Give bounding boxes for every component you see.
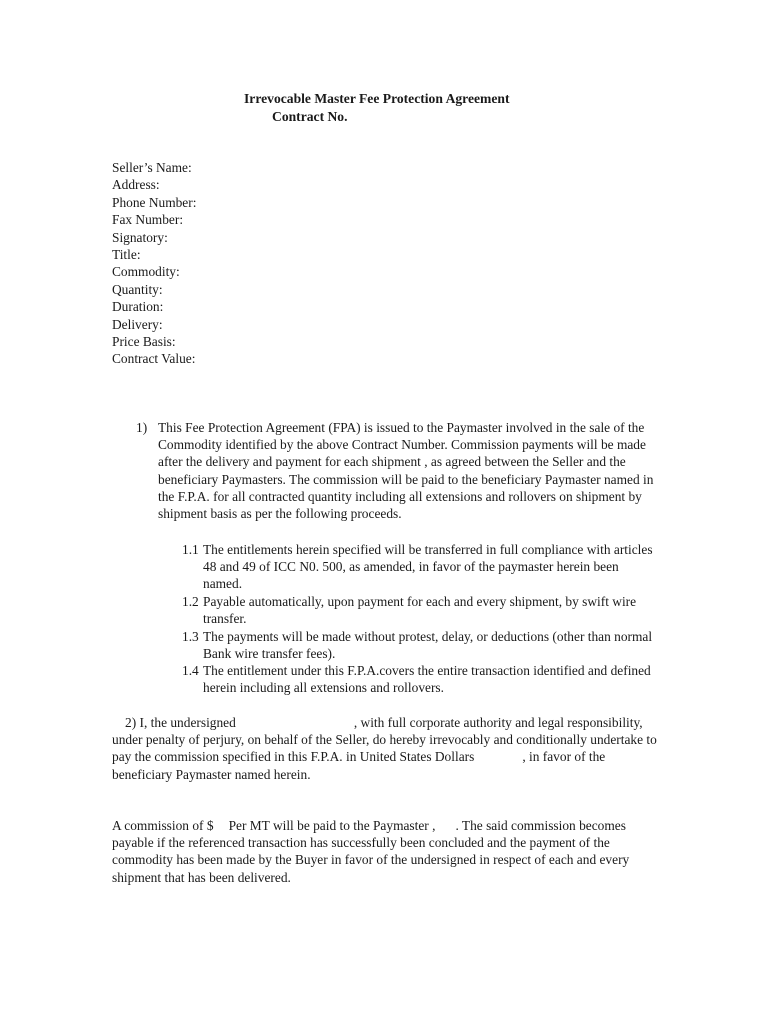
clause-2-part-3: , in favor of the beneficiary Paymaster named herein. [112, 749, 606, 782]
subclause-text: The payments will be made without protest, delay, or deductions (other than normal Bank wire transfer fees). [203, 629, 653, 662]
field-phone-number: Phone Number: [112, 194, 197, 210]
clause-2-part-2: , with full corporate authority and legal responsibility, under penalty of perjury, on behalf of the Seller, do hereby irrevocably and conditionally undertake to pay the commission specified in this F.P.A. in United States Dollars [112, 715, 657, 765]
clause-1-text: This Fee Protection Agreement (FPA) is issued to the Paymaster involved in the sale of the Commodity identified by the above Contract Number. Commission payments will be made after the delivery and payment for each shipment , as agreed between the Seller and the beneficiary Paymasters. The commission will be paid to the beneficiary Paymaster named in the F.P.A. for all contracted quantity including all extensions and rollovers on shipment by shipment basis as per the following proceeds. [158, 420, 654, 522]
subclause-number: 1.3 [182, 629, 199, 644]
seller-fields [112, 159, 196, 368]
commission-paragraph [112, 817, 662, 886]
commission-part-1: A commission of $ [112, 818, 214, 833]
field-signatory: Signatory: [112, 229, 168, 245]
clause-2 [112, 714, 662, 783]
field-contract-value: Contract Value: [112, 351, 196, 367]
document-title: Irrevocable Master Fee Protection Agreement [244, 91, 510, 106]
field-commodity: Commodity: [112, 264, 180, 280]
clause-1-number: 1) [136, 420, 148, 435]
commission-part-2: Per MT will be paid to the Paymaster , [228, 818, 436, 833]
field-duration: Duration: [112, 299, 164, 315]
subclause-text: The entitlement under this F.P.A.covers the entire transaction identified and defined herein including all extensions and rollovers. [203, 663, 651, 696]
contract-number-label: Contract No. [272, 109, 348, 124]
subclause-number: 1.2 [182, 594, 199, 609]
field-title: Title: [112, 247, 141, 263]
field-address: Address: [112, 177, 160, 193]
subclause-number: 1.1 [182, 542, 199, 557]
subclause-text: Payable automatically, upon payment for each and every shipment, by swift wire transfer. [203, 594, 637, 627]
field-price-basis: Price Basis: [112, 334, 176, 350]
clause-2-part-1: 2) I, the undersigned [125, 715, 236, 730]
subclause-text: The entitlements herein specified will be transferred in full compliance with articles 48 and 49 of ICC N0. 500, as amended, in favor of the paymaster herein been named. [203, 542, 653, 592]
field-sellers-name: Seller’s Name: [112, 160, 192, 175]
field-delivery: Delivery: [112, 316, 163, 332]
commission-part-3: . The said commission becomes payable if the referenced transaction has successfully been concluded and the payment of the commodity has been made by the Buyer in favor of the undersigned in respect of each and every shipment that has been delivered. [112, 818, 630, 885]
subclause-number: 1.4 [182, 663, 199, 678]
field-quantity: Quantity: [112, 281, 163, 297]
field-fax-number: Fax Number: [112, 212, 184, 228]
